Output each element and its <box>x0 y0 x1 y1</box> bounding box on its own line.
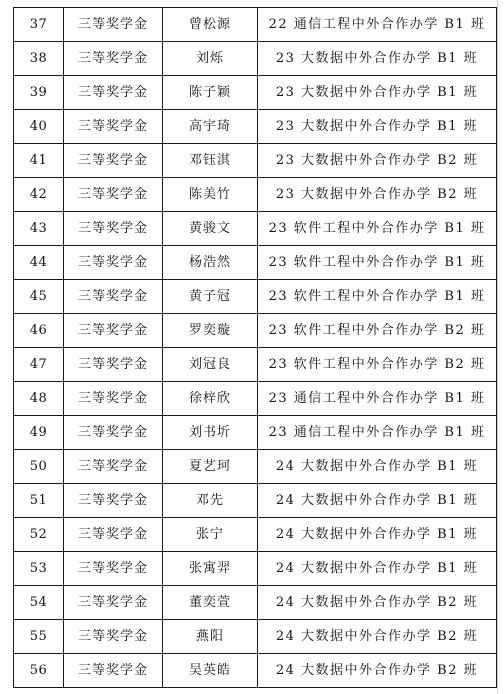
class-name-cell: 23 大数据中外合作办学 B1 班 <box>258 110 497 144</box>
table-row <box>14 212 497 246</box>
class-name-cell: 23 大数据中外合作办学 B2 班 <box>258 144 497 178</box>
class-name-cell: 24 大数据中外合作办学 B1 班 <box>258 484 497 518</box>
student-name-cell: 刘书圻 <box>163 416 258 450</box>
row-index-cell: 45 <box>14 280 64 314</box>
class-name-cell: 24 大数据中外合作办学 B2 班 <box>258 620 497 654</box>
student-name-cell: 刘烁 <box>163 42 258 76</box>
award-level-cell: 三等奖学金 <box>64 586 163 620</box>
row-index-cell: 54 <box>14 586 64 620</box>
award-level-cell: 三等奖学金 <box>64 178 163 212</box>
student-name-cell: 吴英皓 <box>163 654 258 688</box>
row-index-cell: 53 <box>14 552 64 586</box>
student-name-cell: 张宁 <box>163 518 258 552</box>
student-name-cell: 刘冠良 <box>163 348 258 382</box>
award-level-cell: 三等奖学金 <box>64 382 163 416</box>
row-index-cell: 51 <box>14 484 64 518</box>
award-level-cell: 三等奖学金 <box>64 450 163 484</box>
student-name-cell: 夏艺珂 <box>163 450 258 484</box>
page-edge-line <box>497 0 498 694</box>
student-name-cell: 燕阳 <box>163 620 258 654</box>
award-level-cell: 三等奖学金 <box>64 654 163 688</box>
scholarship-table <box>13 7 497 688</box>
award-level-cell: 三等奖学金 <box>64 552 163 586</box>
table-row <box>14 416 497 450</box>
class-name-cell: 24 大数据中外合作办学 B2 班 <box>258 654 497 688</box>
row-index-cell: 55 <box>14 620 64 654</box>
table-row <box>14 42 497 76</box>
student-name-cell: 黄子冠 <box>163 280 258 314</box>
table-row <box>14 144 497 178</box>
class-name-cell: 23 软件工程中外合作办学 B2 班 <box>258 348 497 382</box>
student-name-cell: 董奕萱 <box>163 586 258 620</box>
award-level-cell: 三等奖学金 <box>64 348 163 382</box>
class-name-cell: 23 大数据中外合作办学 B2 班 <box>258 178 497 212</box>
award-level-cell: 三等奖学金 <box>64 620 163 654</box>
award-level-cell: 三等奖学金 <box>64 110 163 144</box>
row-index-cell: 52 <box>14 518 64 552</box>
class-name-cell: 22 通信工程中外合作办学 B1 班 <box>258 8 497 42</box>
student-name-cell: 张寓羿 <box>163 552 258 586</box>
table-row <box>14 246 497 280</box>
row-index-cell: 42 <box>14 178 64 212</box>
student-name-cell: 高宇琦 <box>163 110 258 144</box>
row-index-cell: 43 <box>14 212 64 246</box>
student-name-cell: 陈美竹 <box>163 178 258 212</box>
row-index-cell: 41 <box>14 144 64 178</box>
table-row <box>14 586 497 620</box>
scholarship-table-body <box>14 8 497 688</box>
award-level-cell: 三等奖学金 <box>64 8 163 42</box>
row-index-cell: 44 <box>14 246 64 280</box>
award-level-cell: 三等奖学金 <box>64 314 163 348</box>
award-level-cell: 三等奖学金 <box>64 246 163 280</box>
table-row <box>14 518 497 552</box>
row-index-cell: 37 <box>14 8 64 42</box>
row-index-cell: 38 <box>14 42 64 76</box>
class-name-cell: 23 通信工程中外合作办学 B1 班 <box>258 382 497 416</box>
class-name-cell: 24 大数据中外合作办学 B1 班 <box>258 450 497 484</box>
table-row <box>14 450 497 484</box>
student-name-cell: 邓先 <box>163 484 258 518</box>
row-index-cell: 46 <box>14 314 64 348</box>
table-row <box>14 178 497 212</box>
table-row <box>14 110 497 144</box>
row-index-cell: 39 <box>14 76 64 110</box>
table-row <box>14 76 497 110</box>
row-index-cell: 48 <box>14 382 64 416</box>
award-level-cell: 三等奖学金 <box>64 280 163 314</box>
table-row <box>14 348 497 382</box>
class-name-cell: 23 软件工程中外合作办学 B1 班 <box>258 246 497 280</box>
class-name-cell: 23 软件工程中外合作办学 B1 班 <box>258 212 497 246</box>
table-row <box>14 382 497 416</box>
row-index-cell: 49 <box>14 416 64 450</box>
class-name-cell: 23 通信工程中外合作办学 B1 班 <box>258 416 497 450</box>
class-name-cell: 24 大数据中外合作办学 B1 班 <box>258 518 497 552</box>
student-name-cell: 罗奕璇 <box>163 314 258 348</box>
student-name-cell: 徐梓欣 <box>163 382 258 416</box>
award-level-cell: 三等奖学金 <box>64 76 163 110</box>
table-row <box>14 620 497 654</box>
table-row <box>14 280 497 314</box>
student-name-cell: 曾松源 <box>163 8 258 42</box>
award-level-cell: 三等奖学金 <box>64 144 163 178</box>
row-index-cell: 40 <box>14 110 64 144</box>
student-name-cell: 杨浩然 <box>163 246 258 280</box>
award-level-cell: 三等奖学金 <box>64 416 163 450</box>
table-row <box>14 552 497 586</box>
table-row <box>14 8 497 42</box>
table-row <box>14 314 497 348</box>
award-level-cell: 三等奖学金 <box>64 518 163 552</box>
award-level-cell: 三等奖学金 <box>64 212 163 246</box>
table-row <box>14 654 497 688</box>
row-index-cell: 50 <box>14 450 64 484</box>
row-index-cell: 56 <box>14 654 64 688</box>
award-level-cell: 三等奖学金 <box>64 484 163 518</box>
class-name-cell: 23 软件工程中外合作办学 B1 班 <box>258 280 497 314</box>
class-name-cell: 23 软件工程中外合作办学 B2 班 <box>258 314 497 348</box>
student-name-cell: 黄骏文 <box>163 212 258 246</box>
class-name-cell: 23 大数据中外合作办学 B1 班 <box>258 76 497 110</box>
row-index-cell: 47 <box>14 348 64 382</box>
student-name-cell: 邓钰淇 <box>163 144 258 178</box>
table-row <box>14 484 497 518</box>
class-name-cell: 24 大数据中外合作办学 B1 班 <box>258 552 497 586</box>
class-name-cell: 23 大数据中外合作办学 B1 班 <box>258 42 497 76</box>
class-name-cell: 24 大数据中外合作办学 B2 班 <box>258 586 497 620</box>
award-level-cell: 三等奖学金 <box>64 42 163 76</box>
student-name-cell: 陈子颖 <box>163 76 258 110</box>
